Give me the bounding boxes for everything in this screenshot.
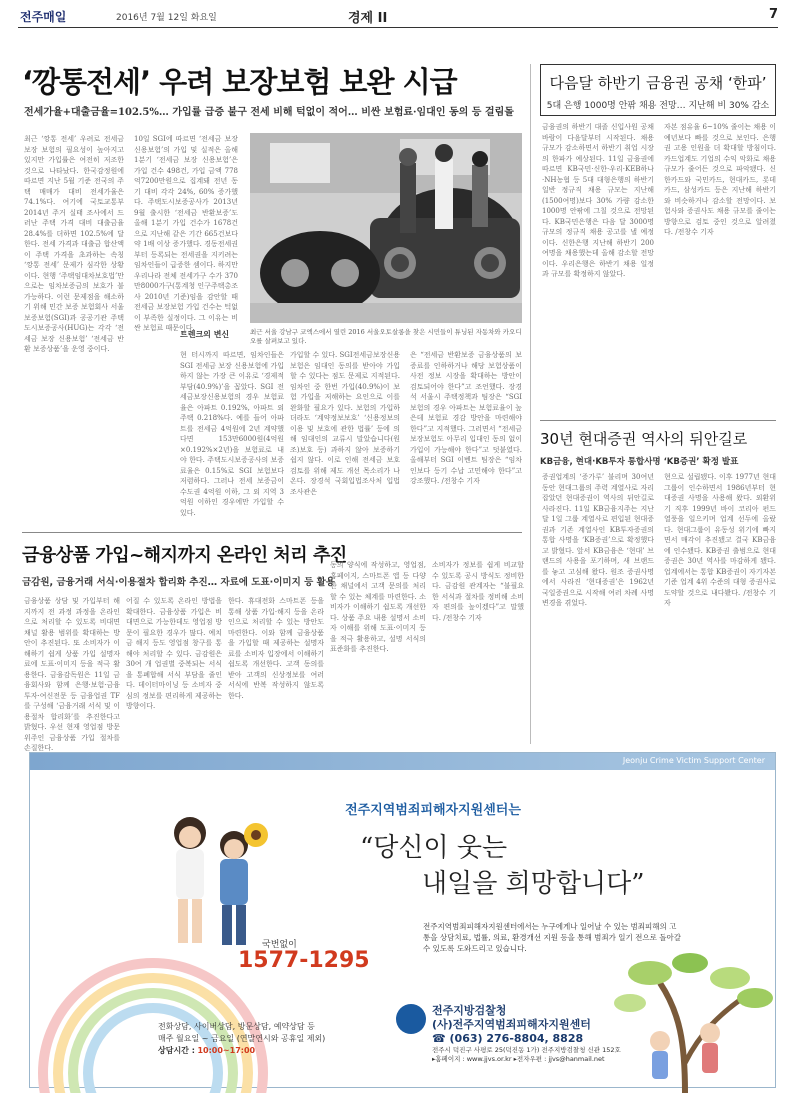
side-article-subtitle: 5대 은행 1000명 안팎 채용 전망… 지난해 비 30% 감소 — [546, 101, 770, 111]
side-article-column-1: 금융권의 하반기 대졸 신입사원 공채 바람이 다음달부터 시작된다. 채용 규모가 감소하면서 하반기 취업 시장의 한파가 예상된다. 11일 금융권에 따르면 KB국민·신한·우리·KEB하나·NH농협 등 5대 대형은행의 하반기 일반 정규직 채용 규모는 지난해(1500여명)보다 30% 가량 감소한 1000명 안팎에 그칠 것으로 전망된다. KB국민은행은 다음 달 3000명 규모의 정규직 채용 공고를 낼 예정이다. 신한은행 지난해 하반기 200여명을 채용했는데 올해 감소할 전망이다. 우리은행은 하반기 채용 일정과 규모를 확정하지 않았다. — [542, 123, 654, 278]
ad-hours-value: 10:00~17:00 — [197, 1046, 256, 1055]
main-article-column-4: 가입할 수 있다. SGI전세금보장신용보험은 임대인 동의를 받아야 가입할 수 있다는 점도 문제로 지적된다. 임차인 중 한번 가입(40.9%)이 보험 가입을 저해하는 요인으로 이를 완화할 필요가 있다. 보험의 가입하더라도 ‘계약정보보호’ ‘신용정보의 이용 및 보호에 관한 법률’ 등에 의해 임대인의 교류시 말았습니다(원조)보호 등) 과하지 않아 보증하기 쉽지 않다. 이로 인해 전세금 보호 검토를 위해 제도 개선 목소리가 나온다. 장경석 국회입법조사처 입법조사관은 — [290, 351, 400, 496]
side-article-title: 다음달 하반기 금융권 공채 ‘한파’ — [549, 74, 767, 92]
section-title: 경제 II — [348, 11, 388, 26]
ad-slogan-line-2: 내일을 희망합니다” — [422, 869, 645, 899]
divider — [540, 420, 776, 421]
mid-article-column-1: 증권업계의 ‘증가루’ 불리며 30여년 동안 현대그룹의 주력 계열사로 자리잡았던 현대증권이 역사의 뒤안길로 사라진다. 11일 KB금융지주는 지난달 1일 그룹 계열사로 편입된 현대증권과 기존 계열사인 KB투자증권의 통합 사명을 ‘KB증권’으로 확정했다고 밝혔다. 앞서 KB금융은 ‘현대’ 브랜드의 사용을 포기하며, 새 브랜드를 놓고 고심해 왔다. 원조 증권사명에서 사라진 ‘현대증권’은 1962년 국일증권으로 시작해 여러 차례 사명 변경을 겪었다. — [542, 473, 654, 607]
bottom-article-column-5: 소비자가 정보를 쉽게 비교할 수 있도록 공시 방식도 정비한다. 금감원 관계자는 “불필요한 서식과 절차를 정비해 소비자 편의를 높이겠다”고 말했다. /전창수 기자 — [432, 561, 524, 622]
newspaper-brand: 전주매일 — [20, 10, 67, 24]
ad-slogan-line-1: “당신이 웃는 — [360, 833, 508, 863]
issue-date: 2016년 7월 12일 화요일 — [116, 13, 217, 23]
ad-description: 전주지역범죄피해자지원센터에서는 누구에게나 일어날 수 있는 범죄피해의 고통을 상담치료, 법률, 의료, 환경개선 지원 등을 통해 범죄가 일기 전으로 돌아갈 수 있도록 도와드리고 있습니다. — [423, 922, 681, 953]
main-article-column-2: 10일 SGI에 따르면 ‘전세금 보장 신용보험’의 가입 및 실적은 올해 1분기 ‘전세금 보장 신용보험’은 가입 건수 498건, 가입 금액 778억7200만원으로 집계돼 전년 동기 대비 각각 24%, 60% 증가했다. 주택도시보증공사가 2013년 9월 출시한 ‘전세금 반환보증’도 올해 1분기 가입 건수가 1678건으로 지난해 같은 기간 665건보다 약 1배 이상 증가했다. 경동전세권부터 등록되는 전세권을 지키려는 임차인들이 급증한 셈이다. 하지만 우리나라 전체 전세가구 수가 370만8000가구(통계청 인구주택총조사 2010년 기준)임을 감안할 때 전세금 보장보험 가입 건수는 턱없이 부족한 실정이다. 그 이유는 비싼 보험료 때문이다. — [134, 135, 238, 332]
ad-hotline-label: 국번없이 — [262, 940, 297, 950]
ad-center-english-name: Jeonju Crime Victim Support Center — [622, 756, 765, 765]
main-article-column-3: 현 터시까지 따르면, 임차인들은 SGI 전세금 보장 신용보험에 가입하지 않는 가장 큰 이유로 ‘경제적 부담(40.9%)’을 꼽았다. SGI 전세금보장신용보험의 경우 보험료율은 아파트 0.192%, 아파트 외 주택 0.218%다. 예를 들어 아파트를 전세금 4억원에 2년 계약했다면 153만6000원(4억원×0.192%×2년)을 보험료로 내야 한다. 주택도시보증공사의 보증료율은 0.15%로 SGI 보험보다 저렴하다. 그러나 전세 보증금이 수도권 4억원 이하, 그 외 지역 3억원 이하인 경우에만 가입할 수 있다. — [180, 351, 284, 517]
bottom-article-subtitle: 금감원, 금융거래 서식·이용절차 합리화 추진… 자료에 도표·이미지 등 활용 — [22, 577, 335, 588]
divider — [22, 532, 522, 533]
ad-address: 전주시 덕진구 사평로 25(덕진동 1가) 전주지방검찰청 신관 152호 — [432, 1046, 621, 1054]
photo-illustration — [250, 133, 522, 323]
column-divider — [530, 64, 531, 744]
tuning-car-photo — [250, 133, 522, 323]
mid-article-column-2: 현으로 설립됐다. 이후 1977년 현대그룹이 인수하면서 1986년부터 현대증권 사명을 사용해 왔다. 외환위기 직후 1999년 바이 코리아 펀드 열풍을 일으키며 업계 선두에 올랐다. 현대그룹이 유동성 위기에 빠지면서 매각이 추진됐고 결국 KB금융에 인수됐다. KB증권 출범으로 현대증권은 30년 역사를 마감하게 됐다. 업계에서는 통합 KB증권이 자기자본 기준 업계 4위 수준의 대형 증권사로 도약할 것으로 내다봤다. /전창수 기자 — [664, 473, 776, 607]
ad-schedule: 매주 월요일 ~ 금요일 (연말연시와 공휴일 제외) — [158, 1034, 326, 1043]
mid-article-subtitle: KB금융, 현대·KB투자 통합사명 ‘KB증권’ 확정 발표 — [540, 457, 739, 467]
main-subhead: 전세가율+대출금율=102.5%… 가입률 급증 불구 전세 비해 턱없이 적어… 비싼 보험료·임대인 동의 등 걸림돌 — [24, 107, 514, 118]
ad-service-info — [158, 1021, 325, 1057]
photo-caption: 최근 서울 강남구 코엑스에서 열린 2016 서울오토살롱을 찾은 시민들이 튜닝된 자동차와 카오디오를 살펴보고 있다. — [250, 328, 522, 345]
bottom-article-title: 금융상품 가입~해지까지 온라인 처리 추진 — [22, 545, 347, 566]
photo-caption-label: 트렌크의 변신 — [180, 330, 230, 339]
page-number: 7 — [768, 7, 778, 22]
ad-tree-illustration — [590, 923, 780, 1093]
ad-web-email: ▸홈페이지 : www.jjvs.or.kr ▸전자우편 : jjvs@hanmail.net — [432, 1055, 605, 1063]
bottom-article-column-2: 어질 수 있도록 온라인 방법을 확대한다. 금융상품 가입은 비대면으로 가능한데도 영업점 방문이 필요한 경우가 많다. 예치금 해지 등도 영업점 창구를 통해야 처리할 수 있다. 금감원은 30여 개 업권별 중복되는 서식을 통폐합해 서식 부담을 줄인다. 데이터마이닝 등 소비자 중심의 정보를 편리하게 제공하는 방향이다. — [126, 597, 222, 710]
ad-center-logo-icon — [396, 1004, 426, 1034]
ad-top-bar — [30, 753, 775, 770]
bottom-article-column-4: 동의 양식에 작성하고, 영업점, 홈페이지, 스마트폰 앱 등 다양한 채널에서 고객 문의를 처리할 수 있는 체계를 마련한다. 소비자가 이해하기 쉽도록 개선한다. 상품 주요 내용 설명서 소비자 이해를 위해 도표·이미지 등을 적극 활용하고, 설명 서식의 표준화를 추진한다. — [330, 561, 426, 653]
ad-center-name: (사)전주지역범죄피해자지원센터 — [432, 1018, 591, 1031]
bottom-article-column-1: 금융상품 상담 및 가입부터 해지까지 전 과정 과정을 온라인으로 처리할 수 있도록 비대면 채널 활용 범위를 확대하는 방안이 추진된다. 또 소비자가 이해하기 쉽게 상품 가입 설명자료에 도표·이미지 등을 적극 활용한다. 금융감독원은 11일 금융회사와 함께 은행·보험·금융투자·여신전문 등 금융업권 TF를 구성해 ‘금융거래 서식 및 이용절차 합리화’를 추진한다고 밝혔다. 우선 현재 영업점 방문 위주인 금융상품 가입 절차를 손질한다. — [24, 597, 120, 752]
ad-hours-label: 상담시간 : — [158, 1046, 195, 1055]
page-header — [18, 6, 778, 28]
main-article-column-5: 은 “전세금 반환보증 금융상품의 보증료를 인하하거나 해당 보험상품이 사전 정보 시장을 확대하는 방안이 검토되어야 한다”고 조언했다. 장경석 서울시 주택정책과 팀장은 “SGI 보험의 경우 아파트는 보험료율이 높은데 보험료 경감 방안을 마련해야 한다”고 지적했다. 그러면서 “전세금보장보험도 아무리 입대인 동의 없이 가입이 가능해야 한다”고 덧붙였다. 올해부터 SGI 이벤트 팀장은 “임차인보다 등기 수납 고민해야 한다”고 강조했다. /전창수 기자 — [410, 351, 522, 485]
bottom-article-column-3: 한다. 휴대전화 스마트폰 등을 통해 상품 가입·해지 등을 온라인으로 처리할 수 있는 방안도 마련한다. 이와 함께 금융상품을 가입할 때 제공하는 설명자료를 소비자 입장에서 이해하기 쉽도록 개선한다. 고객 동의를 받아 고객의 신상정보를 여러 서식에 반복 작성하지 않도록 한다. — [228, 597, 324, 700]
ad-hotline-number: 1577-1295 — [238, 948, 370, 973]
main-headline: ‘깡통전세’ 우려 보장보험 보완 시급 — [22, 65, 457, 99]
side-article-column-2: 자본 점유율 6~10% 줄이는 채용 이 예년보다 빠를 것으로 보인다. 은행권 고용 인원을 더 확대할 방침이다. 카드업계도 기업의 수익 악화로 채용 규모가 줄어든 것으로 파악됐다. 신한카드와 국민카드, 현대카드, 롯데카드, 삼성카드 등은 지난해 하반기와 비슷하거나 감소할 전망이다. 보험사와 증권사도 채용 규모를 줄이는 방향으로 검토 중인 것으로 알려졌다. /전창수 기자 — [664, 123, 776, 236]
ad-prosecutor-office: 전주지방검찰청 — [432, 1004, 507, 1017]
ad-hours-row — [158, 1045, 325, 1057]
victim-support-advertisement — [29, 752, 776, 1088]
ad-services: 전화상담, 사이버상담, 방문상담, 예약상담 등 — [158, 1022, 315, 1031]
ad-organization-title: 전주지역범죄피해자지원센터는 — [345, 803, 521, 818]
ad-children-illustration — [160, 805, 270, 965]
main-article-column-1: 최근 ‘깡통 전세’ 우려로 전세금 보장 보험의 필요성이 높아지고 있지만 가입률은 여전히 저조한 것으로 나타났다. 한국감정원에 따르면 지난 5월 기준 전국의 주택 매매가 대비 전세가율은 74.1%다. 여기에 국토교통부 2014년 주거 실태 조사에서 드러난 주택 가격 대비 대출금율 28.4%를 더하면 102.5%에 달한다. 전세 가격과 대출금 합산액이 주택 가격을 초과하는 속칭 ‘깡통 전세’ 문제가 심각한 상황이다. 현행 ‘주택임대차보호법’만으로는 임차보증금의 보호가 불가능하다. 이런 문제점을 해소하기 위해 민간 보증 보험회사 서울보증보험(SGI)과 공공기관 주택도시보증공사(HUG)는 각각 ‘전세금 보장 신용보험’ ‘전세금 반환 보증상품’을 운영 중이다. — [24, 135, 124, 353]
mid-article-title: 30년 현대증권 역사의 뒤안길로 — [540, 430, 748, 448]
side-article-title-box — [540, 64, 776, 116]
ad-phone: ☎ (063) 276-8804, 8828 — [432, 1032, 584, 1045]
